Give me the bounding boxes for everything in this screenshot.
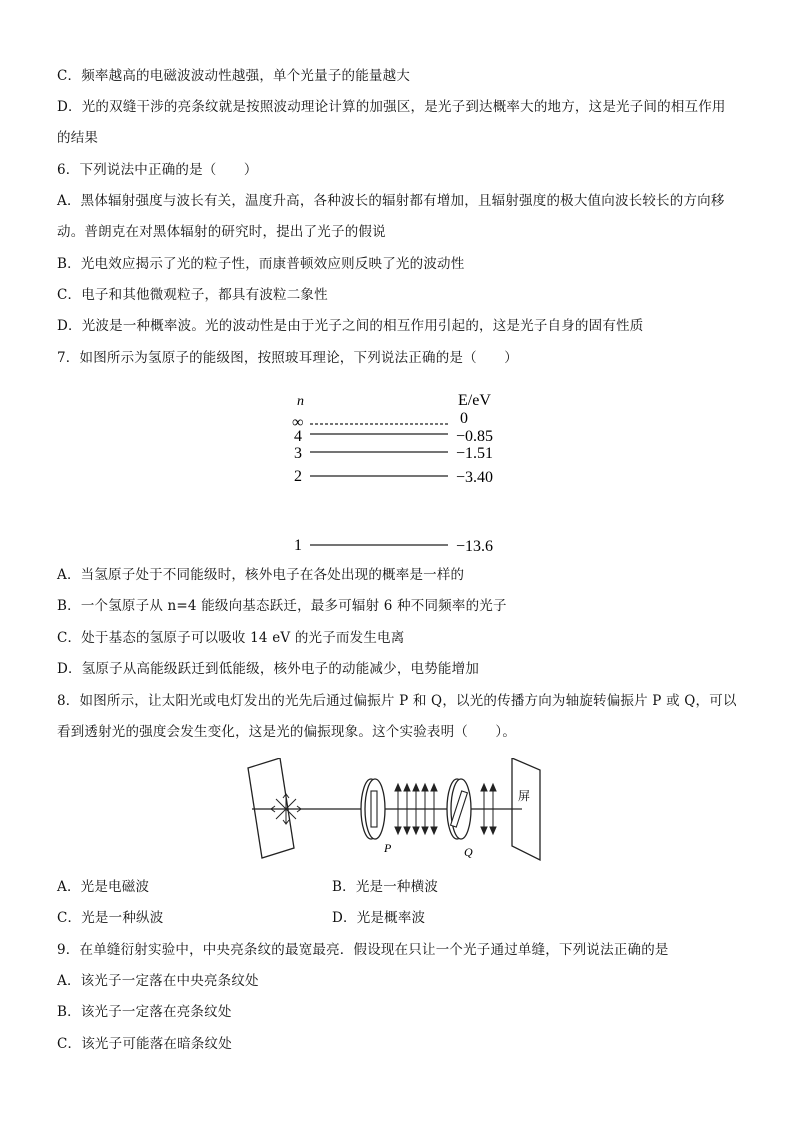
level-energy-3: −1.51 — [456, 445, 494, 462]
q5-option-d-line2: 的结果 — [57, 130, 99, 146]
q5-option-d-line1: D．光的双缝干涉的亮条纹就是按照波动理论计算的加强区，是光子到达概率大的地方，这是光子间的相互作用 — [57, 99, 726, 115]
q6-option-d: D．光波是一种概率波。光的波动性是由于光子之间的相互作用引起的，这是光子自身的固有性质 — [57, 318, 644, 334]
level-energy-4: −0.85 — [456, 428, 494, 445]
q7-stem: 7．如图所示为氢原子的能级图，按照玻耳理论，下列说法正确的是（ ） — [57, 350, 518, 366]
q9-option-b: B．该光子一定落在亮条纹处 — [57, 1004, 232, 1020]
q7-option-d: D．氢原子从高能级跃迁到低能级，核外电子的动能减少，电势能增加 — [57, 661, 480, 677]
q6-option-c: C．电子和其他微观粒子，都具有波粒二象性 — [57, 287, 328, 303]
level-energy-inf: 0 — [460, 410, 468, 427]
q9-option-c: C．该光子可能落在暗条纹处 — [57, 1036, 232, 1052]
polarizer-p — [361, 779, 385, 839]
level-label-2: 2 — [294, 468, 302, 485]
level-label-4: 4 — [294, 428, 302, 445]
level-energy-2: −3.40 — [456, 469, 494, 486]
level-label-inf: ∞ — [292, 414, 304, 431]
level-label-1: 1 — [294, 537, 302, 554]
q7-option-c: C．处于基态的氢原子可以吸收 14 eV 的光子而发生电离 — [57, 630, 405, 646]
level-label-3: 3 — [294, 445, 302, 462]
polarizer-q-label: Q — [464, 845, 473, 859]
q8-option-d: D．光是概率波 — [332, 910, 426, 926]
q7-option-b: B．一个氢原子从 n=4 能级向基态跃迁，最多可辐射 6 种不同频率的光子 — [57, 598, 507, 614]
q6-option-a-line1: A．黑体辐射强度与波长有关，温度升高，各种波长的辐射都有增加，且辐射强度的极大值向波长较长的方向移 — [57, 193, 725, 209]
q8-option-a: A．光是电磁波 — [57, 879, 150, 895]
q8-stem-line2: 看到透射光的强度会发生变化，这是光的偏振现象。这个实验表明（ ）。 — [57, 724, 517, 740]
n-header: n — [297, 394, 304, 409]
q8-option-b: B．光是一种横波 — [332, 879, 439, 895]
polarization-diagram — [244, 758, 544, 862]
q8-option-c: C．光是一种纵波 — [57, 910, 164, 926]
q6-option-b: B．光电效应揭示了光的粒子性，而康普顿效应则反映了光的波动性 — [57, 256, 465, 272]
polarizer-q — [447, 779, 471, 839]
q9-stem: 9．在单缝衍射实验中，中央亮条纹的最宽最亮．假设现在只让一个光子通过单缝，下列说法正确的是 — [57, 942, 669, 958]
q8-stem-line1: 8．如图所示，让太阳光或电灯发出的光先后通过偏振片 P 和 Q，以光的传播方向为轴旋转偏振片 P 或 Q，可以 — [57, 693, 737, 709]
level-energy-1: −13.6 — [456, 538, 494, 555]
energy-level-diagram — [280, 385, 540, 560]
q6-stem: 6．下列说法中正确的是（ ） — [57, 162, 258, 178]
q7-option-a: A．当氢原子处于不同能级时，核外电子在各处出现的概率是一样的 — [57, 567, 465, 583]
q9-option-a: A．该光子一定落在中央亮条纹处 — [57, 973, 259, 989]
energy-header: E/eV — [458, 392, 491, 409]
q5-option-c: C．频率越高的电磁波波动性越强，单个光量子的能量越大 — [57, 68, 411, 84]
q6-option-a-line2: 动。普朗克在对黑体辐射的研究时，提出了光子的假说 — [57, 224, 386, 240]
screen-label: 屏 — [518, 789, 531, 803]
polarizer-p-label: P — [384, 841, 392, 855]
